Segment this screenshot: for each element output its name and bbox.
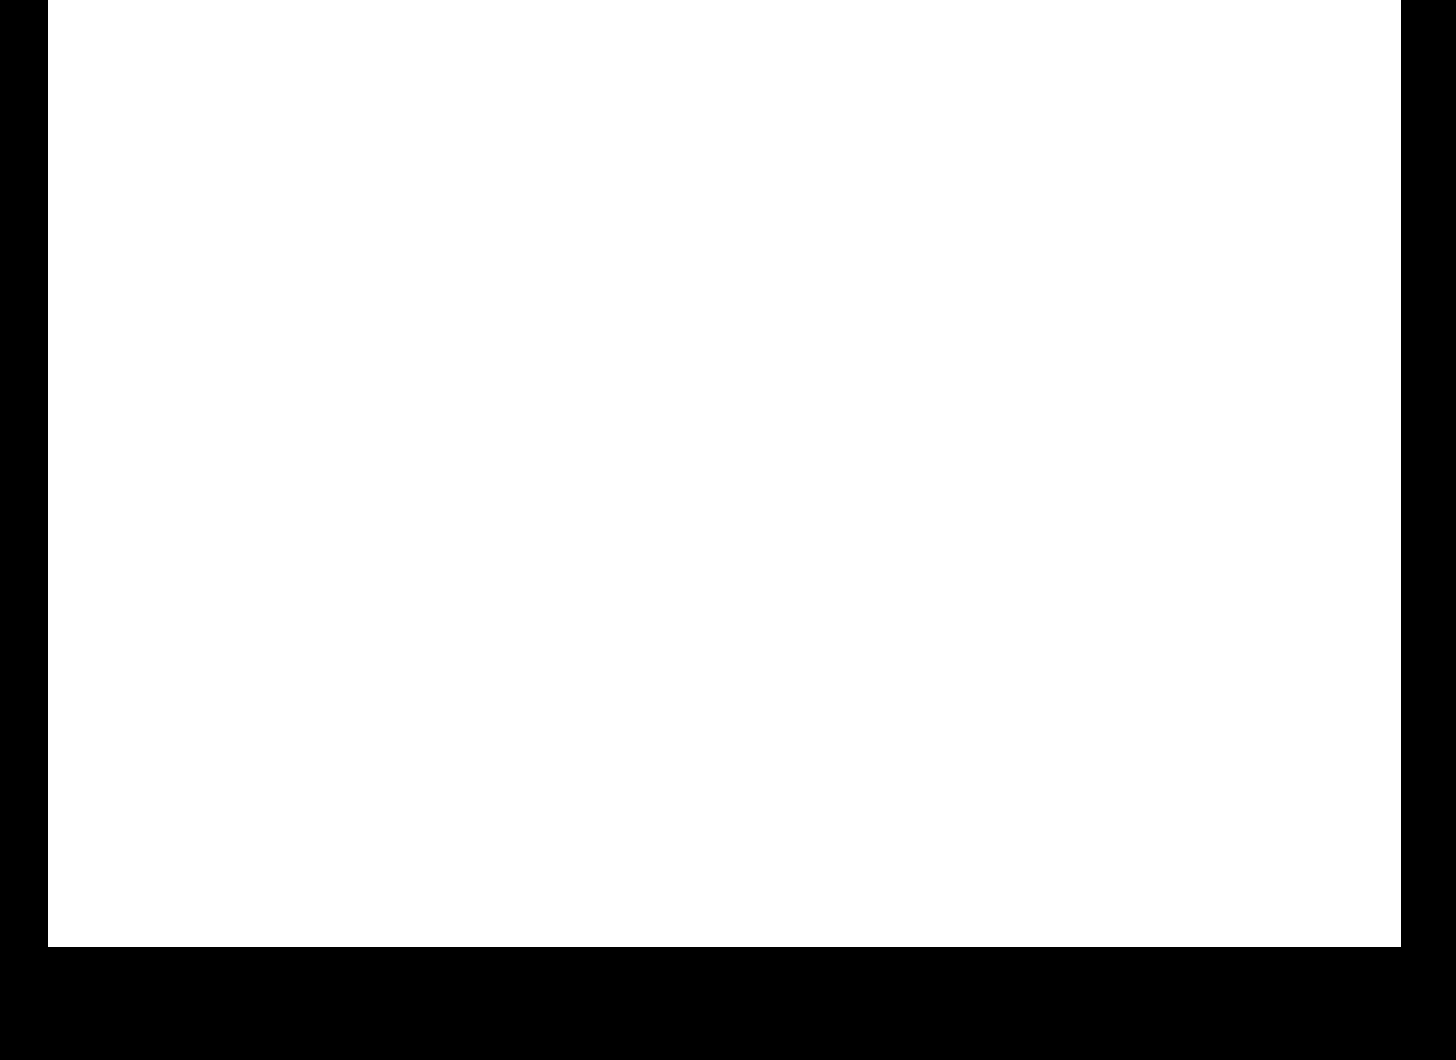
- figure-1: [162, 195, 1352, 705]
- colorbar: [1288, 288, 1378, 618]
- paper-page: [48, 0, 1401, 947]
- colorbar-svg: [1288, 288, 1378, 618]
